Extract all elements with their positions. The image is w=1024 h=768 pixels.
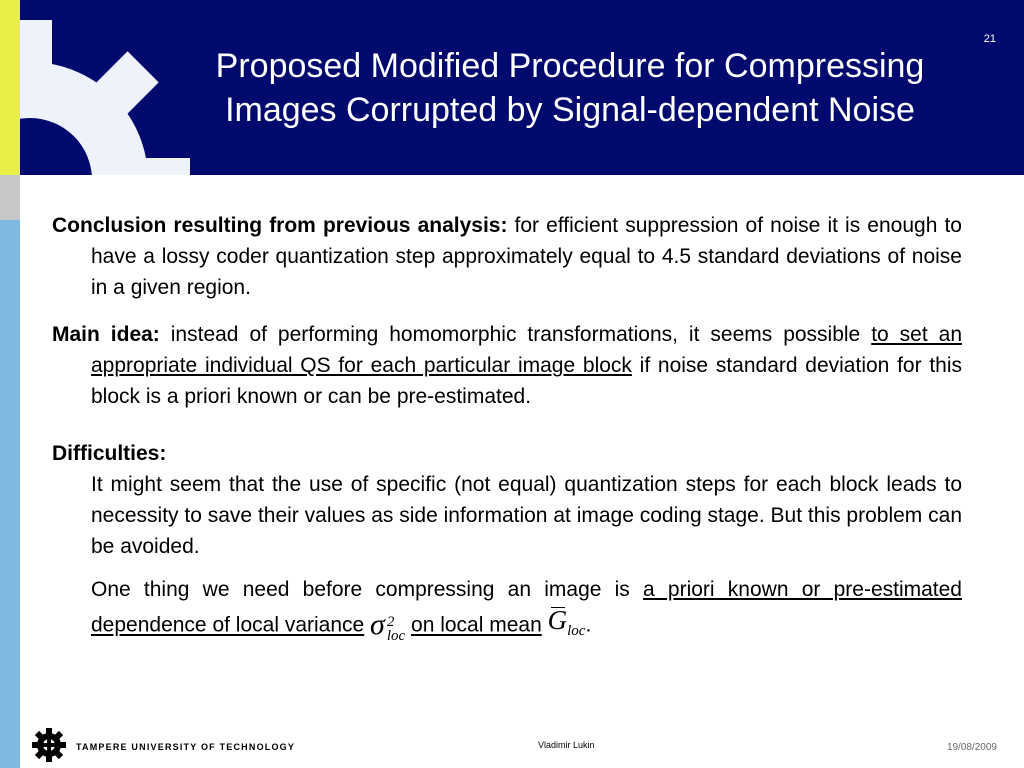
left-stripe-yellow [0,0,20,175]
slide-title-line-2: Images Corrupted by Signal-dependent Noise [225,91,915,129]
slide-content [52,210,962,659]
difficulties-underlined-2: on local mean [411,613,542,637]
footer-author: Vladimir Lukin [538,740,595,750]
sigma-subscript: loc [386,628,406,645]
sigma-superscript: 2 [386,614,395,631]
difficulties-paragraph-1: It might seem that the use of specific (not equal) quantization steps for each block leads to necessity to save their values as side information at image coding stage. But this problem can be avoided. [91,473,962,558]
footer-university: TAMPERE UNIVERSITY OF TECHNOLOGY [76,742,296,752]
g-loc-formula [548,605,586,647]
conclusion-text: for efficient suppression of noise it is enough to have a lossy coder quantization step approximately equal to 4.5 standard deviations of noise in a given region. [91,214,962,299]
main-idea-label: Main idea: [52,323,160,346]
g-subscript: loc [567,623,586,639]
left-stripe-gray [0,175,20,220]
conclusion-label: Conclusion resulting from previous analysis: [52,214,508,237]
difficulties-text-before: One thing we need before compressing an image is [91,578,644,601]
difficulties-label: Difficulties: [52,442,167,465]
slide-title [140,44,1000,132]
sigma-loc-formula [370,609,405,643]
main-idea-underlined: to set an appropriate individual QS for each particular image block [91,323,962,377]
main-idea-text-before: instead of performing homomorphic transformations, it seems possible [159,323,872,346]
g-bar-symbol: G [547,605,568,635]
tut-gear-logo-icon [32,728,66,762]
footer-date: 19/08/2009 [946,742,997,753]
main-idea-paragraph [52,319,962,412]
slide-header [20,0,1024,175]
left-stripe-blue [0,220,20,768]
difficulties-underlined-1: a priori known or pre-estimated dependence of local variance [91,578,962,637]
slide-number: 21 [983,33,996,45]
sigma-symbol: σ [370,607,385,641]
conclusion-paragraph [52,210,962,303]
slide-title-line-1: Proposed Modified Procedure for Compressing [215,47,925,85]
difficulties-text-end: . [585,613,592,637]
difficulties-paragraph-2 [91,574,962,647]
main-idea-text-after: if noise standard deviation for this block is a priori known or can be pre-estimated. [91,354,962,408]
